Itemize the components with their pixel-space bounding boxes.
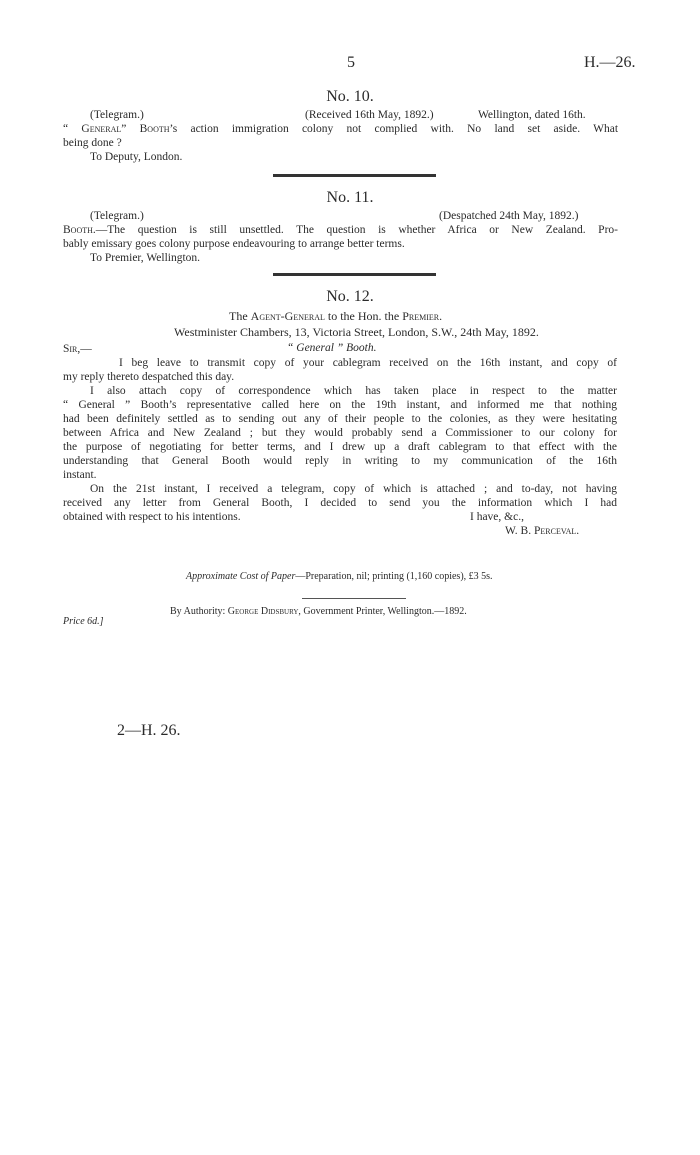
no11-title: No. 11. [326,189,374,206]
price: Price 6d.] [63,616,104,627]
no10-received: (Received 16th May, 1892.) [305,109,434,121]
no12-salutation: Sir,— [63,343,92,355]
no12-from: The Agent-General to the Hon. the Premier. [229,309,443,323]
no12-line: I beg leave to transmit copy of your cablegram received on the 16th instant, and copy of [119,357,617,369]
no10-origin: Wellington, dated 16th. [478,109,586,121]
no12-line: the purpose of negotiating for better terms, and I drew up a draft cablegram to that effect with the [63,441,617,453]
no10-line1: “ General” Booth’s action immigration colony not complied with. No land set aside. What [63,123,619,135]
no12-line: received any letter from General Booth, I decided to send you the information which I had [63,497,617,509]
no12-signature: W. B. Perceval. [505,525,580,537]
no12-line: On the 21st instant, I received a telegram, copy of which is attached ; and to-day, not having [90,483,617,495]
no12-line: instant. [63,469,97,481]
no11-line2: bably emissary goes colony purpose endeavouring to arrange better terms. [63,238,405,250]
no12-line: understanding that General Booth would reply in writing to my communication of the 16th [63,455,617,467]
no10-line2: being done ? [63,137,122,149]
no12-line: between Africa and New Zealand ; but they would probably send a Commissioner to our colony for [63,427,617,439]
no10-recipient: To Deputy, London. [90,151,183,163]
no12-line: my reply thereto despatched this day. [63,371,235,383]
no11-despatched: (Despatched 24th May, 1892.) [439,210,579,222]
no12-line: obtained with respect to his intentions. [63,511,241,523]
no10-title: No. 10. [326,88,374,105]
no12-closing: I have, &c., [470,511,524,523]
document-reference: H.—26. [584,54,636,71]
footer-rule [302,598,406,599]
section-rule [273,174,436,177]
section-rule [273,273,436,276]
sheet-reference: 2—H. 26. [117,722,181,739]
printer-authority: By Authority: George Didsbury, Government Printer, Wellington.—1892. [170,606,467,617]
cost-of-paper: Approximate Cost of Paper—Preparation, nil; printing (1,160 copies), £3 5s. [186,571,493,582]
no10-type: (Telegram.) [90,109,144,121]
no12-subject: “ General ” Booth. [287,342,377,354]
no12-title: No. 12. [326,288,374,305]
no12-line: “ General ” Booth’s representative called here on the 19th instant, and informed me that nothing [63,399,617,411]
no12-address: Westminister Chambers, 13, Victoria Street, London, S.W., 24th May, 1892. [174,325,539,339]
no11-type: (Telegram.) [90,210,144,222]
no12-line: I also attach copy of correspondence which has taken place in respect to the matter [90,385,617,397]
page-number: 5 [347,54,355,71]
no12-line: had been definitely settled as to sending out any of their people to the colonies, as they were hesitating [63,413,617,425]
no11-recipient: To Premier, Wellington. [90,252,201,264]
no11-line1: Booth.—The question is still unsettled. The question is whether Africa or New Zealand. Pro- [63,224,618,236]
